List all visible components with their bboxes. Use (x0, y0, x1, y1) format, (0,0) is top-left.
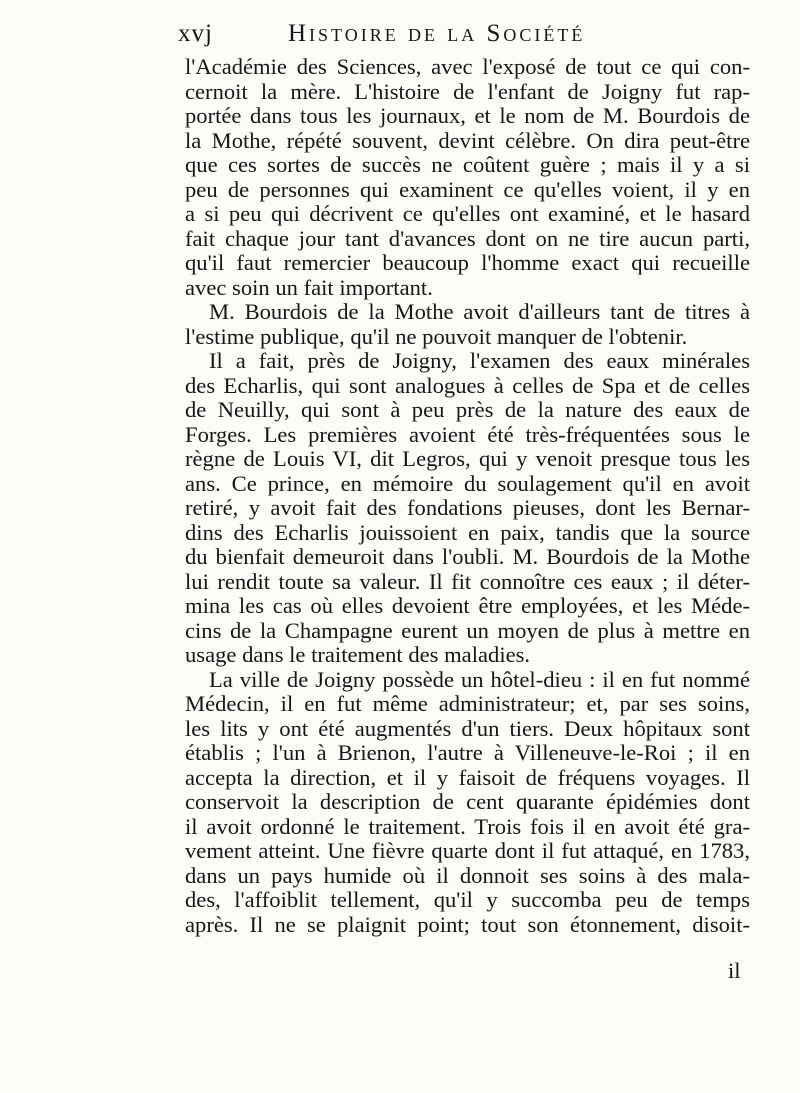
paragraph (185, 300, 750, 349)
body-text (185, 55, 750, 937)
text-line: de Neuilly, qui sont à peu près de la nature des eaux de (185, 397, 750, 422)
text-line: après. Il ne se plaignit point; tout son étonnement, disoit- (185, 911, 750, 937)
text-line: que ces sortes de succès ne coûtent guère ; mais il y a si (185, 152, 750, 177)
text-line: fait chaque jour tant d'avances dont on ne tire aucun parti, (185, 225, 750, 251)
text-line: cins de la Champagne eurent un moyen de plus à mettre en (185, 617, 750, 643)
text-line: a si peu qui décrivent ce qu'elles ont examiné, et le hasard (185, 201, 750, 226)
text-line: ans. Ce prince, en mémoire du soulagement qu'il en avoit (185, 470, 750, 496)
paragraph (185, 668, 750, 938)
text-line: Il a fait, près de Joigny, l'examen des eaux minérales (209, 348, 750, 373)
text-line: accepta la direction, et il y faisoit de fréquens voyages. Il (185, 764, 750, 790)
text-line: l'Académie des Sciences, avec l'exposé de tout ce qui con- (185, 54, 750, 79)
text-line: Médecin, il en fut même administrateur; et, par ses soins, (185, 691, 750, 716)
text-line: l'estime publique, qu'il ne pouvoit manquer de l'obtenir. (185, 323, 688, 349)
text-line: La ville de Joigny possède un hôtel-dieu : il en fut nommé (209, 666, 750, 692)
text-line: usage dans le traitement des maladies. (185, 642, 531, 667)
text-line: dins des Echarlis jouissoient en paix, tandis que la source (185, 519, 750, 545)
text-line: règne de Louis VI, dit Legros, qui y venoit presque tous les (185, 446, 750, 471)
page-number: xvj (178, 20, 213, 47)
text-line: conservoit la description de cent quarante épidémies dont (185, 789, 750, 814)
text-line: avec soin un fait important. (185, 274, 433, 300)
text-line: dans un pays humide où il donnoit ses soins à des mala- (185, 862, 750, 888)
text-line: retiré, y avoit fait des fondations pieuses, dont les Bernar- (185, 495, 750, 520)
text-line: Forges. Les premières avoient été très-fréquentées sous le (185, 421, 750, 447)
text-line: les lits y ont été augmentés d'un tiers. Deux hôpitaux sont (185, 715, 750, 741)
text-line: lui rendit toute sa valeur. Il fit connoître ces eaux ; il déter- (185, 568, 750, 594)
text-line: vement atteint. Une fièvre quarte dont il fut attaqué, en 1783, (185, 838, 750, 863)
page-header (178, 20, 650, 50)
text-line: il avoit ordonné le traitement. Trois fois il en avoit été gra- (185, 813, 750, 839)
paragraph (185, 349, 750, 668)
text-line: des, l'affoiblit tellement, qu'il y succomba peu de temps (185, 887, 750, 912)
paragraph (185, 55, 750, 300)
catchword: il (728, 958, 741, 983)
text-line: qu'il faut remercier beaucoup l'homme exact qui recueille (185, 250, 750, 275)
running-head: Histoire de la Société (288, 20, 586, 47)
text-line: M. Bourdois de la Mothe avoit d'ailleurs tant de titres à (209, 299, 750, 324)
text-line: peu de personnes qui examinent ce qu'elles voient, il y en (185, 176, 750, 202)
text-line: établis ; l'un à Brienon, l'autre à Villeneuve-le-Roi ; il en (185, 740, 750, 765)
text-line: mina les cas où elles devoient être employées, et les Méde- (185, 593, 750, 618)
text-line: des Echarlis, qui sont analogues à celles de Spa et de celles (185, 372, 750, 398)
text-line: portée dans tous les journaux, et le nom de M. Bourdois de (185, 103, 750, 128)
text-line: cernoit la mère. L'histoire de l'enfant de Joigny fut rap- (185, 78, 750, 104)
text-line: du bienfait demeuroit dans l'oubli. M. Bourdois de la Mothe (185, 544, 750, 569)
text-line: la Mothe, répété souvent, devint célèbre. On dira peut-être (185, 127, 750, 153)
